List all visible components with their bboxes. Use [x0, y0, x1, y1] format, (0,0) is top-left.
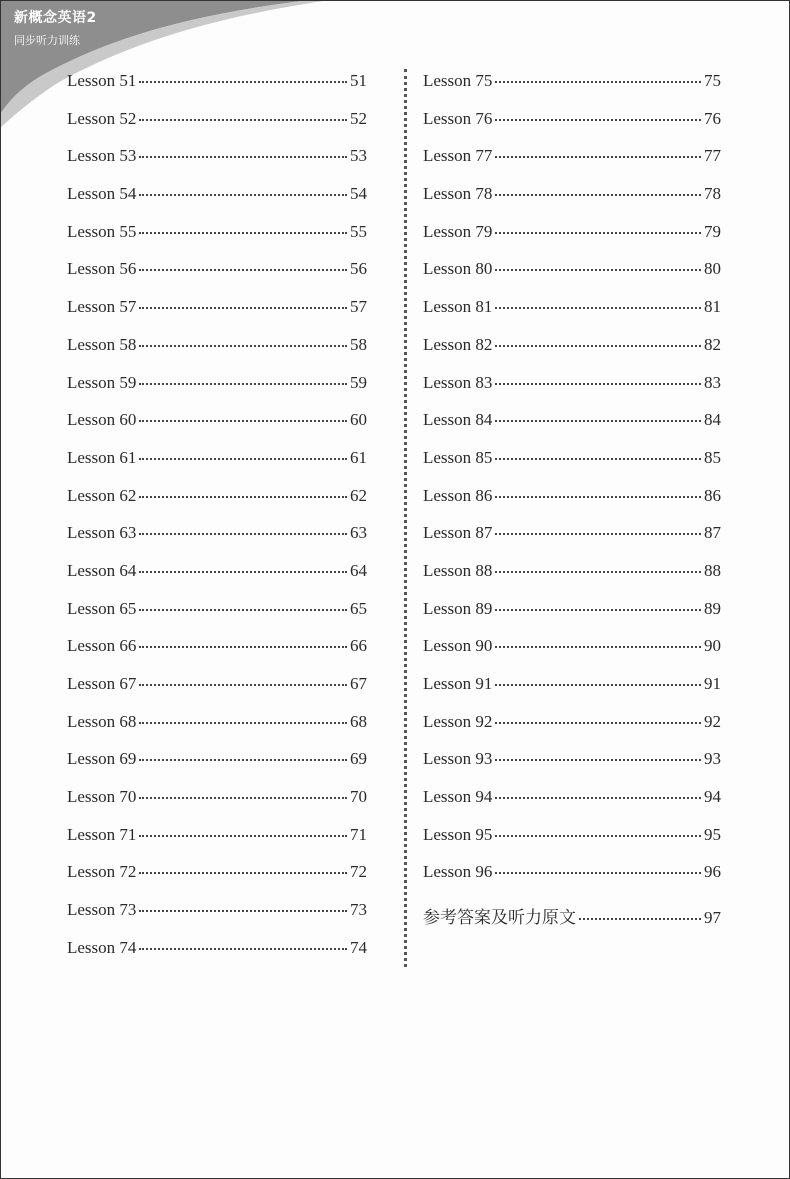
toc-entry-label: Lesson 81 — [423, 297, 493, 317]
toc-entry-label: Lesson 77 — [423, 146, 493, 166]
toc-entry-page-number: 53 — [350, 146, 367, 166]
toc-entry-page-number: 96 — [704, 862, 721, 882]
toc-entry — [423, 439, 721, 477]
toc-entry — [423, 665, 721, 703]
toc-entry — [67, 62, 367, 100]
toc-entry-label: Lesson 73 — [67, 900, 137, 920]
toc-entry — [67, 778, 367, 816]
toc-entry-label: Lesson 75 — [423, 71, 493, 90]
toc-entry — [423, 703, 721, 741]
toc-entry-label: Lesson 76 — [423, 108, 493, 128]
toc-entry — [67, 326, 367, 364]
toc-entry-page-number: 87 — [704, 523, 721, 543]
toc-entry-label: Lesson 86 — [423, 485, 493, 505]
dot-leader — [139, 420, 347, 422]
toc-entry — [67, 364, 367, 402]
toc-entry — [423, 213, 721, 251]
dot-leader — [139, 872, 347, 874]
toc-entry-page-number: 72 — [350, 862, 367, 882]
toc-entry-page-number: 56 — [350, 259, 367, 279]
toc-entry-page-number: 57 — [350, 297, 367, 317]
toc-entry — [67, 552, 367, 590]
dot-leader — [495, 609, 701, 611]
dot-leader — [495, 383, 701, 385]
toc-entry-page-number: 67 — [350, 674, 367, 693]
dot-leader — [495, 420, 701, 422]
dot-leader — [139, 759, 347, 761]
dot-leader — [495, 571, 701, 573]
toc-entry-page-number: 51 — [350, 71, 367, 90]
toc-entry-label: Lesson 53 — [67, 146, 137, 166]
dot-leader — [139, 797, 347, 799]
dot-leader — [139, 458, 347, 460]
dot-leader — [139, 383, 347, 385]
dot-leader — [495, 646, 701, 648]
toc-entry — [67, 891, 367, 929]
toc-entry-page-number: 58 — [350, 334, 367, 354]
toc-entry — [67, 288, 367, 326]
toc-entry — [67, 740, 367, 778]
toc-entry-page-number: 78 — [704, 184, 721, 204]
dot-leader — [139, 232, 347, 234]
dot-leader — [139, 307, 347, 309]
column-divider — [404, 69, 407, 967]
toc-entry — [423, 552, 721, 590]
toc-entry — [423, 590, 721, 628]
toc-entry-page-number: 68 — [350, 711, 367, 731]
toc-entry-label: Lesson 59 — [67, 372, 137, 392]
toc-entry-page-number: 59 — [350, 372, 367, 392]
toc-entry — [67, 590, 367, 628]
toc-entry-label: Lesson 94 — [423, 787, 493, 807]
dot-leader — [495, 232, 701, 234]
toc-entry-label: Lesson 64 — [67, 560, 137, 580]
book-subtitle: 同步听力训练 — [14, 34, 80, 47]
toc-entry — [423, 175, 721, 213]
dot-leader — [495, 194, 701, 196]
toc-right-column — [423, 62, 721, 937]
toc-entry-page-number: 84 — [704, 410, 721, 430]
dot-leader — [139, 722, 347, 724]
toc-entry-page-number: 66 — [350, 636, 367, 656]
toc-entry-page-number: 92 — [704, 711, 721, 731]
toc-entry-page-number: 55 — [350, 221, 367, 241]
toc-entry — [67, 175, 367, 213]
toc-entry — [67, 439, 367, 477]
toc-entry-label: Lesson 78 — [423, 184, 493, 204]
toc-entry-label: Lesson 93 — [423, 749, 493, 769]
dot-leader — [139, 948, 347, 950]
toc-entry — [67, 137, 367, 175]
toc-entry-label: Lesson 79 — [423, 221, 493, 241]
toc-entry — [67, 250, 367, 288]
toc-entry-label: Lesson 74 — [67, 937, 137, 957]
dot-leader — [495, 533, 701, 535]
toc-entry — [423, 740, 721, 778]
dot-leader — [495, 722, 701, 724]
dot-leader — [495, 81, 701, 83]
toc-entry-label: Lesson 84 — [423, 410, 493, 430]
toc-entry — [423, 816, 721, 854]
toc-entry-label: Lesson 91 — [423, 674, 493, 693]
toc-entry-page-number: 76 — [704, 108, 721, 128]
toc-entry-label: Lesson 87 — [423, 523, 493, 543]
dot-leader — [495, 269, 701, 271]
toc-entry-page-number: 60 — [350, 410, 367, 430]
dot-leader — [139, 533, 347, 535]
toc-entry-label: Lesson 82 — [423, 334, 493, 354]
toc-entry — [67, 514, 367, 552]
dot-leader — [495, 458, 701, 460]
dot-leader — [495, 496, 701, 498]
toc-entry-label: Lesson 52 — [67, 108, 137, 128]
toc-entry — [67, 401, 367, 439]
toc-entry-label: Lesson 61 — [67, 447, 137, 467]
toc-entry-page-number: 81 — [704, 297, 721, 317]
dot-leader — [139, 156, 347, 158]
dot-leader — [139, 609, 347, 611]
dot-leader — [495, 684, 701, 686]
dot-leader — [495, 835, 701, 837]
toc-entry — [423, 627, 721, 665]
toc-entry-page-number: 88 — [704, 560, 721, 580]
toc-entry-label: Lesson 69 — [67, 749, 137, 769]
toc-entry — [423, 326, 721, 364]
toc-entry-label: Lesson 90 — [423, 636, 493, 656]
toc-entry-label: Lesson 72 — [67, 862, 137, 882]
toc-entry — [67, 627, 367, 665]
toc-entry — [67, 213, 367, 251]
toc-entry-label: Lesson 68 — [67, 711, 137, 731]
toc-entry — [67, 703, 367, 741]
toc-entry-label: Lesson 63 — [67, 523, 137, 543]
toc-entry-page-number: 75 — [704, 71, 721, 90]
toc-entry-label: Lesson 60 — [67, 410, 137, 430]
dot-leader — [495, 797, 701, 799]
toc-entry-page-number: 74 — [350, 937, 367, 957]
dot-leader — [579, 918, 701, 920]
toc-entry-label: Lesson 88 — [423, 560, 493, 580]
toc-entry-page-number: 73 — [350, 900, 367, 920]
toc-entry-page-number: 86 — [704, 485, 721, 505]
dot-leader — [495, 872, 701, 874]
toc-entry — [67, 665, 367, 703]
toc-entry-label: Lesson 67 — [67, 674, 137, 693]
toc-entry-label: Lesson 58 — [67, 334, 137, 354]
dot-leader — [495, 307, 701, 309]
toc-entry — [423, 137, 721, 175]
toc-entry-page-number: 95 — [704, 824, 721, 844]
toc-entry-page-number: 61 — [350, 447, 367, 467]
toc-entry-page-number: 70 — [350, 787, 367, 807]
toc-entry-page-number: 69 — [350, 749, 367, 769]
dot-leader — [495, 345, 701, 347]
toc-entry-label: Lesson 62 — [67, 485, 137, 505]
toc-entry-page-number: 79 — [704, 221, 721, 241]
dot-leader — [139, 835, 347, 837]
dot-leader — [139, 194, 347, 196]
toc-entry — [67, 100, 367, 138]
toc-entry-label: Lesson 55 — [67, 221, 137, 241]
dot-leader — [139, 910, 347, 912]
toc-left-column — [67, 62, 367, 967]
toc-entry — [67, 853, 367, 891]
toc-entry-page-number: 90 — [704, 636, 721, 656]
toc-entry — [423, 62, 721, 100]
dot-leader — [139, 646, 347, 648]
dot-leader — [495, 119, 701, 121]
dot-leader — [139, 119, 347, 121]
toc-entry-label: 参考答案及听力原文 — [423, 908, 576, 928]
toc-entry-page-number: 83 — [704, 372, 721, 392]
toc-entry — [423, 100, 721, 138]
toc-entry-label: Lesson 70 — [67, 787, 137, 807]
toc-entry-label: Lesson 71 — [67, 824, 137, 844]
toc-entry-label: Lesson 85 — [423, 447, 493, 467]
toc-entry-label: Lesson 56 — [67, 259, 137, 279]
toc-entry-label: Lesson 83 — [423, 372, 493, 392]
dot-leader — [495, 759, 701, 761]
dot-leader — [139, 269, 347, 271]
toc-entry-page-number: 94 — [704, 787, 721, 807]
toc-entry — [423, 364, 721, 402]
toc-entry-label: Lesson 96 — [423, 862, 493, 882]
dot-leader — [139, 496, 347, 498]
toc-entry-label: Lesson 66 — [67, 636, 137, 656]
toc-entry — [423, 853, 721, 891]
toc-entry-label: Lesson 95 — [423, 824, 493, 844]
toc-entry-label: Lesson 92 — [423, 711, 493, 731]
toc-entry-page-number: 93 — [704, 749, 721, 769]
toc-entry-page-number: 85 — [704, 447, 721, 467]
toc-entry-label: Lesson 51 — [67, 71, 137, 90]
toc-entry — [423, 778, 721, 816]
toc-entry-appendix — [423, 899, 721, 937]
toc-entry-page-number: 65 — [350, 598, 367, 618]
toc-entry-page-number: 52 — [350, 108, 367, 128]
toc-entry-label: Lesson 57 — [67, 297, 137, 317]
toc-entry-page-number: 80 — [704, 259, 721, 279]
toc-entry-page-number: 91 — [704, 674, 721, 693]
toc-entry — [67, 929, 367, 967]
toc-entry — [423, 288, 721, 326]
toc-entry-page-number: 89 — [704, 598, 721, 618]
toc-entry-page-number: 71 — [350, 824, 367, 844]
toc-entry — [67, 477, 367, 515]
dot-leader — [495, 156, 701, 158]
toc-entry-page-number: 63 — [350, 523, 367, 543]
book-title: 新概念英语2 — [14, 10, 97, 26]
dot-leader — [139, 81, 347, 83]
toc-entry-label: Lesson 80 — [423, 259, 493, 279]
dot-leader — [139, 571, 347, 573]
toc-entry-label: Lesson 54 — [67, 184, 137, 204]
toc-entry-label: Lesson 65 — [67, 598, 137, 618]
toc-entry — [423, 477, 721, 515]
toc-entry-page-number: 77 — [704, 146, 721, 166]
toc-entry-page-number: 62 — [350, 485, 367, 505]
toc-entry-label: Lesson 89 — [423, 598, 493, 618]
toc-entry-page-number: 97 — [704, 908, 721, 928]
dot-leader — [139, 684, 347, 686]
toc-entry-page-number: 82 — [704, 334, 721, 354]
toc-entry — [423, 250, 721, 288]
toc-entry-page-number: 64 — [350, 560, 367, 580]
toc-entry — [423, 401, 721, 439]
toc-entry — [67, 816, 367, 854]
toc-entry — [423, 514, 721, 552]
toc-entry-page-number: 54 — [350, 184, 367, 204]
dot-leader — [139, 345, 347, 347]
